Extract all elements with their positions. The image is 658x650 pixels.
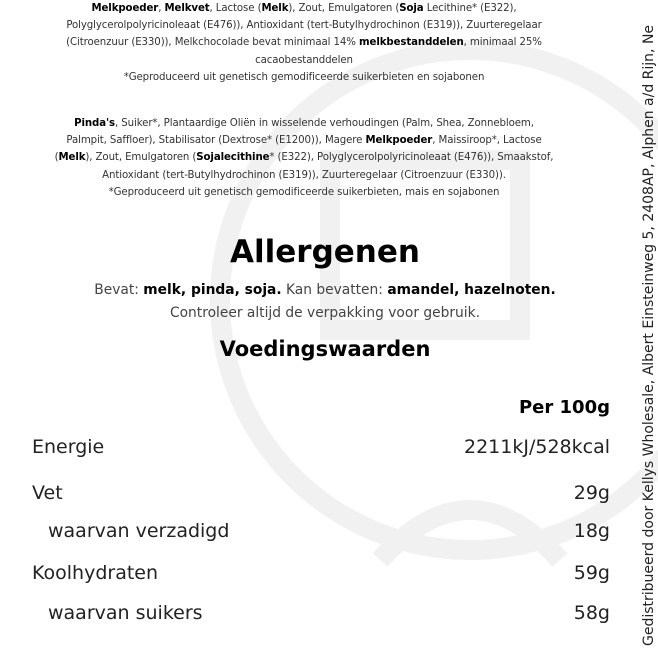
nutrition-row-sugars <box>32 602 610 632</box>
nutrition-value: 18g <box>573 520 610 542</box>
ingredients-line: cacaobestanddelen <box>255 54 353 66</box>
nutrition-label: Energie <box>32 436 105 458</box>
allergens-title: Allergenen <box>230 234 420 270</box>
nutrition-title: Voedingswaarden <box>219 337 431 361</box>
nutrition-column-header: Per 100g <box>518 397 610 418</box>
nutrition-label: Vet <box>32 482 63 504</box>
allergens-check-note: Controleer altijd de verpakking voor gebruik. <box>169 305 481 321</box>
ingredients-line: Pinda's, Suiker*, Plantaardige Oliën in wisselende verhoudingen (Palm, Shea, Zonnebloem, <box>74 118 534 129</box>
distributor-side-text: Gedistribueerd door Kellys Wholesale, Albert Einsteinweg 5, 2408AP, Alphen a/d Rijn, Ne <box>641 24 657 646</box>
nutrition-value: 2211kJ/528kcal <box>464 436 610 458</box>
nutrition-label: Koolhydraten <box>32 562 159 584</box>
ingredients-line: Melkpoeder, Melkvet, Lactose (Melk), Zout, Emulgatoren (Soja Lecithine* (E322), <box>91 3 517 14</box>
ingredients-block-peanut <box>14 115 594 201</box>
allergens-contains: Bevat: melk, pinda, soja. Kan bevatten: amandel, hazelnoten. <box>94 282 556 298</box>
nutrition-label: waarvan verzadigd <box>48 520 230 542</box>
ingredients-block-chocolate <box>14 0 594 86</box>
ingredients-line: Polyglycerolpolyricinoleaat (E476)), Antioxidant (tert-Butylhydrochinon (E319)), Zuurteregelaar <box>66 20 542 32</box>
ingredients-line: (Citroenzuur (E330)), Melkchocolade bevat minimaal 14% melkbestanddelen, minimaal 25% <box>66 37 542 49</box>
nutrition-row-saturated-fat <box>32 520 610 550</box>
nutrition-value: 29g <box>573 482 610 504</box>
nutrition-value: 58g <box>573 602 610 624</box>
nutrition-row-energy <box>32 436 610 466</box>
ingredients-line: Antioxidant (tert-Butylhydrochinon (E319)), Zuurteregelaar (Citroenzuur (E330)). <box>102 169 506 181</box>
nutrition-row-carbohydrates <box>32 562 610 592</box>
nutrition-label: waarvan suikers <box>48 602 203 624</box>
nutrition-value: 59g <box>573 562 610 584</box>
ingredients-line: Palmpit, Saffloer), Stabilisator (Dextrose* (E1200)), Magere Melkpoeder, Maissiroop*, Lactose <box>66 135 542 147</box>
nutrition-row-fat <box>32 482 610 512</box>
ingredients-footnote: *Geproduceerd uit genetisch gemodificeerde suikerbieten, mais en sojabonen <box>108 186 500 198</box>
ingredients-footnote: *Geproduceerd uit genetisch gemodificeerde suikerbieten en sojabonen <box>123 71 485 83</box>
ingredients-line: (Melk), Zout, Emulgatoren (Sojalecithine* (E322), Polyglycerolpolyricinoleaat (E476)), Smaakstof, <box>54 152 554 164</box>
